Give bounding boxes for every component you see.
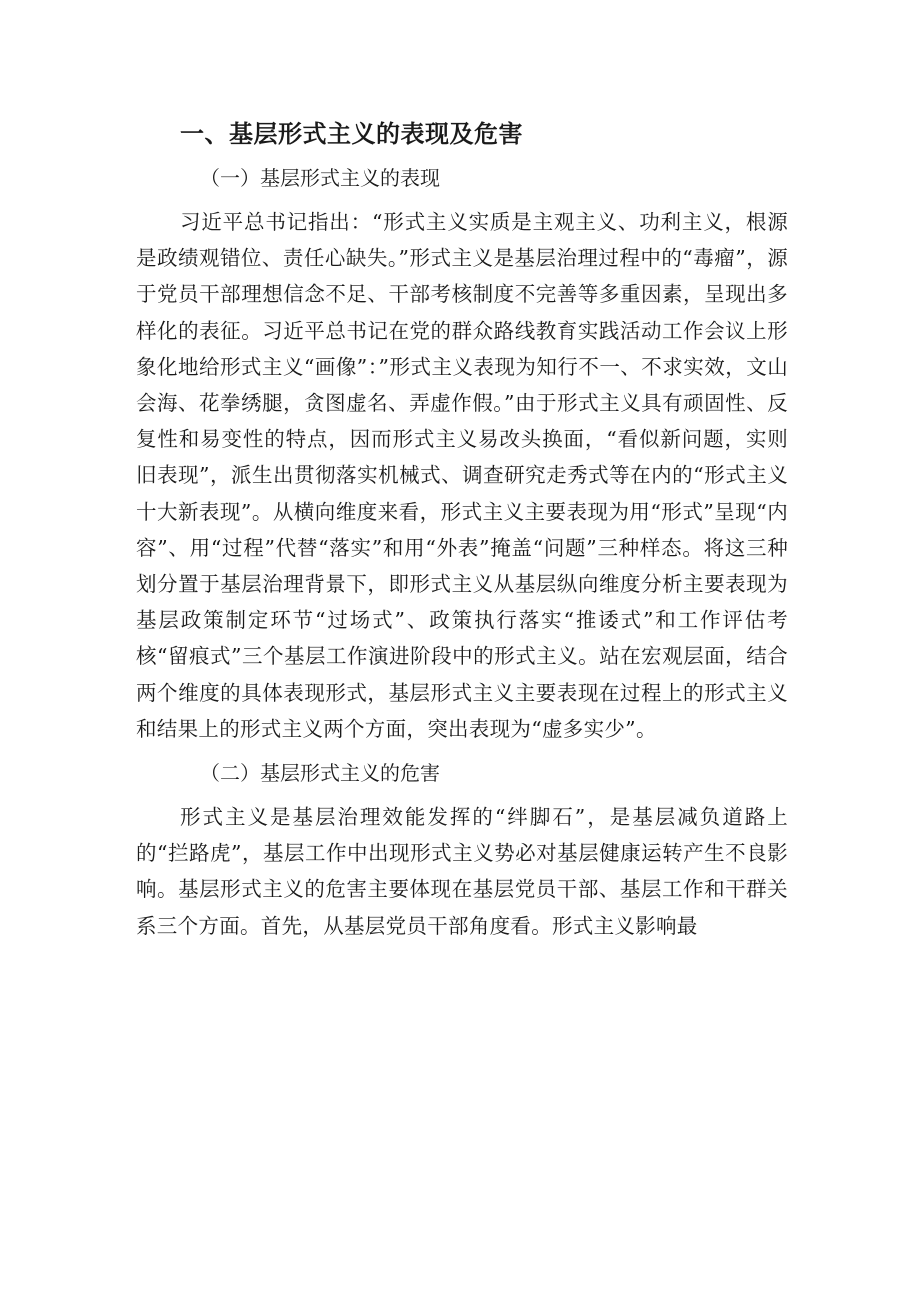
subsection-title-manifestations: （一）基层形式主义的表现 <box>200 166 440 190</box>
paragraph-harms: 形式主义是基层治理效能发挥的“绊脚石”，是基层减负道路上的“拦路虎”，基层工作中出现形式主义势必对基层健康运转产生不良影响。基层形式主义的危害主要体现在基层党员干部、基层工作和干群关系三个方面。首先，从基层党员干部角度看。形式主义影响最 <box>136 805 788 938</box>
section-title: 一、基层形式主义的表现及危害 <box>180 120 523 148</box>
paragraph-manifestations: 习近平总书记指出：“形式主义实质是主观主义、功利主义，根源是政绩观错位、责任心缺失。”形式主义是基层治理过程中的“毒瘤”，源于党员干部理想信念不足、干部考核制度不完善等多重因素，呈现出多样化的表征。习近平总书记在党的群众路线教育实践活动工作会议上形象化地给形式主义“画像”：”形式主义表现为知行不一、不求实效，文山会海、花拳绣腿，贪图虚名、弄虚作假。”由于形式主义具有顽固性、反复性和易变性的特点，因而形式主义易改头换面，“看似新问题，实则旧表现”，派生出贯彻落实机械式、调查研究走秀式等在内的“形式主义十大新表现”。从横向维度来看，形式主义主要表现为用“形式”呈现“内容”、用“过程”代替“落实”和用“外表”掩盖“问题”三种样态。将这三种划分置于基层治理背景下，即形式主义从基层纵向维度分析主要表现为基层政策制定环节“过场式”、政策执行落实“推诿式”和工作评估考核“留痕式”三个基层工作演进阶段中的形式主义。站在宏观层面，结合两个维度的具体表现形式，基层形式主义主要表现在过程上的形式主义和结果上的形式主义两个方面，突出表现为“虚多实少”。 <box>136 210 788 741</box>
document-body <box>136 112 788 948</box>
subsection-title-harms: （二）基层形式主义的危害 <box>200 761 440 786</box>
